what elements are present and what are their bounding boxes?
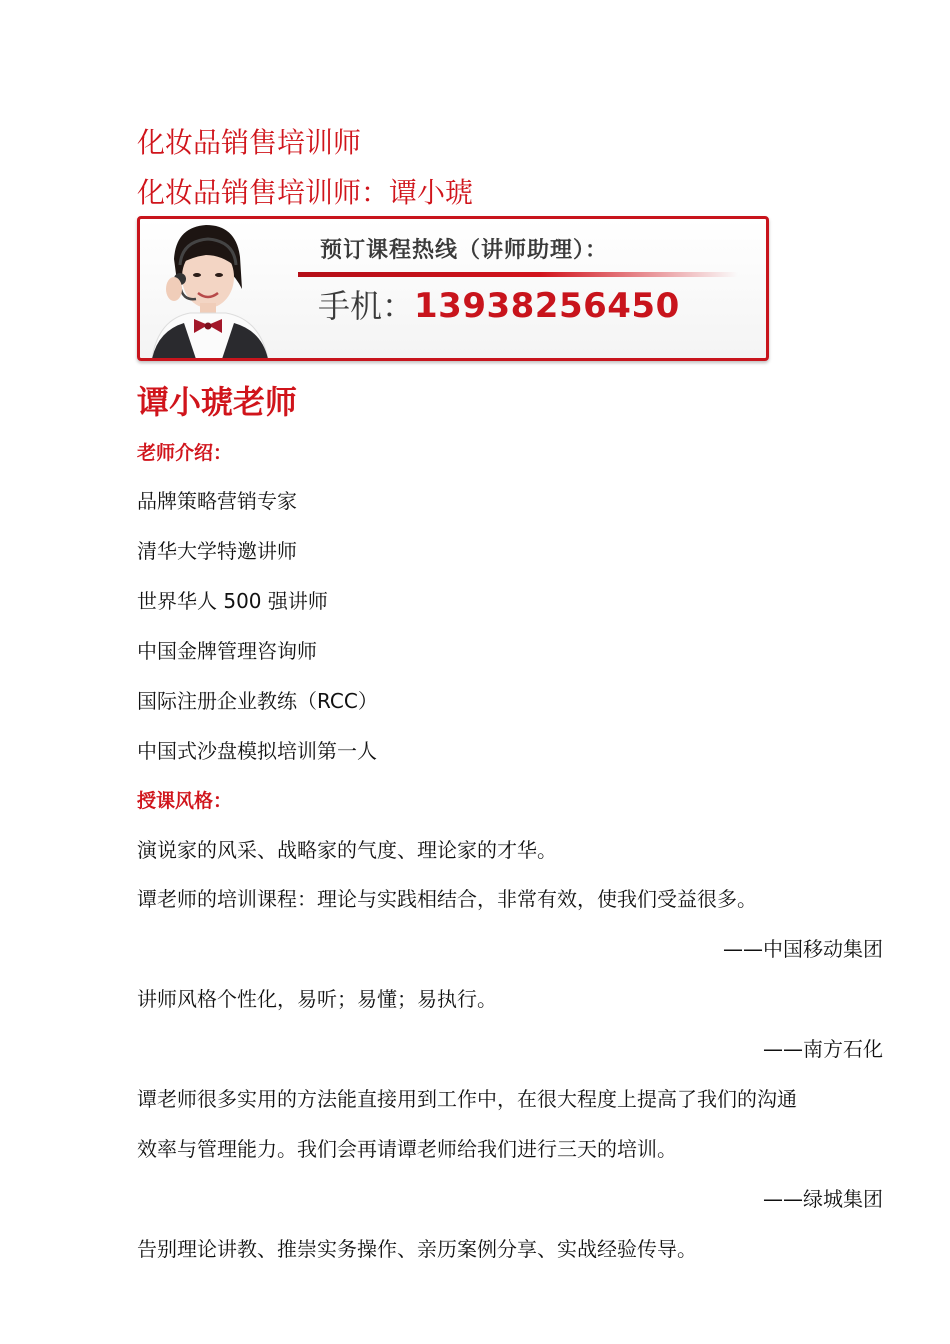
testimonial-source: ——南方石化	[763, 1037, 883, 1061]
intro-item: 世界华人 500 强讲师	[137, 589, 328, 613]
intro-item: 清华大学特邀讲师	[137, 539, 297, 563]
style-summary: 演说家的风采、战略家的气度、理论家的才华。	[137, 838, 557, 862]
testimonial-source: ——中国移动集团	[723, 937, 883, 961]
hotline-label: 预订课程热线（讲师助理）：	[320, 238, 609, 263]
intro-item: 中国金牌管理咨询师	[137, 639, 317, 663]
testimonial-source: ——绿城集团	[763, 1187, 883, 1211]
style-heading: 授课风格：	[137, 790, 233, 812]
banner-divider	[298, 272, 738, 277]
teacher-name-heading: 谭小琥老师	[137, 383, 298, 421]
phone-label: 手机：	[318, 287, 415, 325]
intro-item: 中国式沙盘模拟培训第一人	[137, 739, 377, 763]
phone-number: 13938256450	[414, 286, 680, 326]
phone-line	[318, 281, 680, 327]
closing-statement: 告别理论讲教、推崇实务操作、亲历案例分享、实战经验传导。	[137, 1237, 697, 1261]
page-title: 化妆品销售培训师	[137, 126, 362, 159]
testimonial-text-continued: 效率与管理能力。我们会再请谭老师给我们进行三天的培训。	[137, 1137, 677, 1161]
intro-item: 国际注册企业教练（RCC）	[137, 689, 378, 713]
intro-item: 品牌策略营销专家	[137, 489, 297, 513]
testimonial-text: 谭老师的培训课程：理论与实践相结合，非常有效，使我们受益很多。	[137, 887, 757, 911]
testimonial-text: 讲师风格个性化，易听；易懂；易执行。	[137, 987, 497, 1011]
testimonial-text: 谭老师很多实用的方法能直接用到工作中，在很大程度上提高了我们的沟通	[137, 1087, 797, 1111]
assistant-with-headset-photo	[144, 219, 274, 359]
contact-banner	[137, 216, 769, 361]
page-subtitle: 化妆品销售培训师：谭小琥	[137, 176, 474, 209]
intro-heading: 老师介绍：	[137, 442, 233, 464]
